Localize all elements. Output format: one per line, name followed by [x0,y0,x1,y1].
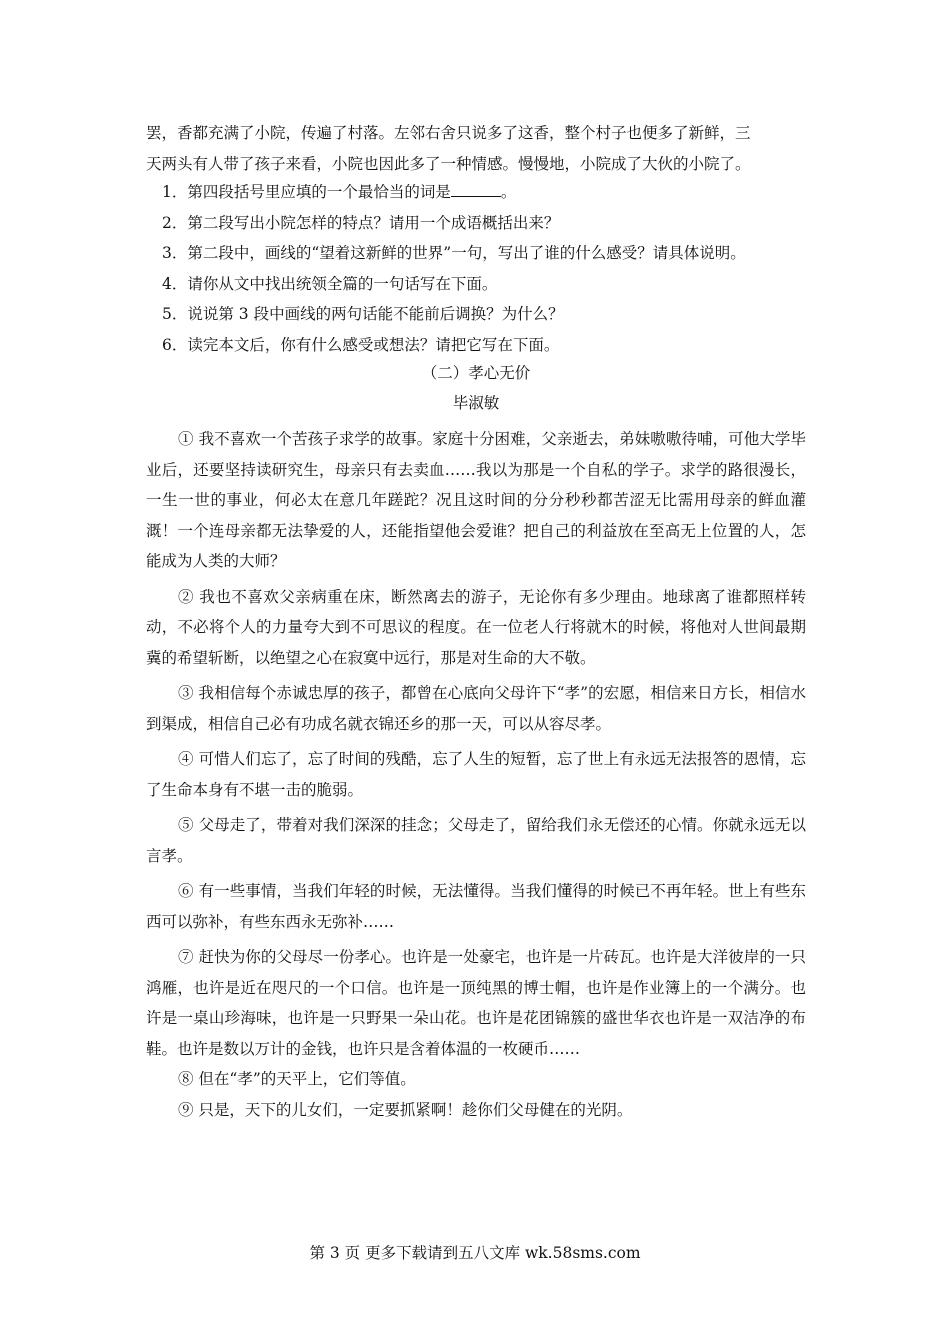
paragraph-5: ⑤ 父母走了，带着对我们深深的挂念；父母走了，留给我们永无偿还的心情。你就永远无以言孝。 [146,816,806,865]
question-5: 5．说说第 3 段中画线的两句话能不能前后调换？为什么？ [162,305,564,323]
paragraph-2: ② 我也不喜欢父亲病重在床，断然离去的游子，无论你有多少理由。地球离了谁都照样转动，不必将个人的力量夸大到不可思议的程度。在一位老人行将就木的时候，将他对人世间最期冀的希望斩断，以绝望之心在寂寞中远行，那是对生命的大不敬。 [146,587,806,667]
question-4: 4．请你从文中找出统领全篇的一句话写在下面。 [162,274,498,293]
paragraph-9: ⑨ 只是，天下的儿女们，一定要抓紧啊！趁你们父母健在的光阴。 [178,1100,633,1119]
paragraph-6: ⑥ 有一些事情，当我们年轻的时候，无法懂得。当我们懂得的时候已不再年轻。世上有些东西可以弥补，有些东西永无弥补…… [146,882,806,931]
page-footer: 第 3 页 更多下载请到五八文库 wk.58sms.com [309,1244,641,1262]
section-title: （二）孝心无价 [421,364,531,382]
section-heading [146,358,806,418]
paragraph-3: ③ 我相信每个赤诚忠厚的孩子，都曾在心底向父母许下“孝”的宏愿，相信来日方长，相信水到渠成，相信自己必有功成名就衣锦还乡的那一天，可以从容尽孝。 [146,684,806,733]
question-3: 3．第二段中，画线的“望着这新鲜的世界”一句，写出了谁的什么感受？请具体说明。 [162,244,746,262]
answer-blank [451,182,501,197]
intro-line-2: 天两头有人带了孩子来看，小院也因此多了一种情感。慢慢地，小院成了大伙的小院了。 [146,154,751,173]
intro-text [146,118,806,179]
intro-line-1: 罢，香都充满了小院，传遍了村落。左邻右舍只说多了这香，整个村子也便多了新鲜，三 [146,124,751,142]
paragraph-4: ④ 可惜人们忘了，忘了时间的残酷，忘了人生的短暂，忘了世上有永远无法报答的恩情，忘了生命本身有不堪一击的脆弱。 [146,750,806,799]
question-list [162,177,806,360]
question-6: 6．读完本文后，你有什么感受或想法？请把它写在下面。 [162,335,560,354]
article-body [146,424,806,1125]
paragraph-1: ① 我不喜欢一个苦孩子求学的故事。家庭十分困难，父亲逝去，弟妹嗷嗷待哺，可他大学毕业后，还要坚持读研究生，母亲只有去卖血……我以为那是一个自私的学子。求学的路很漫长，一生一世的事业，何必太在意几年蹉跎？况且这时间的分分秒秒都苦涩无比需用母亲的鲜血灌溉！一个连母亲都无法挚爱的人，还能指望他会爱谁？把自己的利益放在至高无上位置的人，怎能成为人类的大师？ [146,430,806,570]
question-2: 2．第二段写出小院怎样的特点？请用一个成语概括出来？ [162,213,560,232]
question-1 [162,177,806,208]
paragraph-7: ⑦ 赶快为你的父母尽一份孝心。也许是一处豪宅，也许是一片砖瓦。也许是大洋彼岸的一只鸿雁，也许是近在咫尺的一个口信。也许是一顶纯黑的博士帽，也许是作业簿上的一个满分。也许是一桌山珍海味，也许是一只野果一朵山花。也许是花团锦簇的盛世华衣也许是一双洁净的布鞋。也许是数以万计的金钱，也许只是含着体温的一枚硬币…… [146,948,806,1058]
paragraph-8: ⑧ 但在“孝”的天平上，它们等值。 [178,1070,416,1088]
question-1-text: 1．第四段括号里应填的一个最恰当的词是 [162,183,451,201]
section-author: 毕淑敏 [452,394,500,412]
question-1-end: 。 [500,183,517,201]
